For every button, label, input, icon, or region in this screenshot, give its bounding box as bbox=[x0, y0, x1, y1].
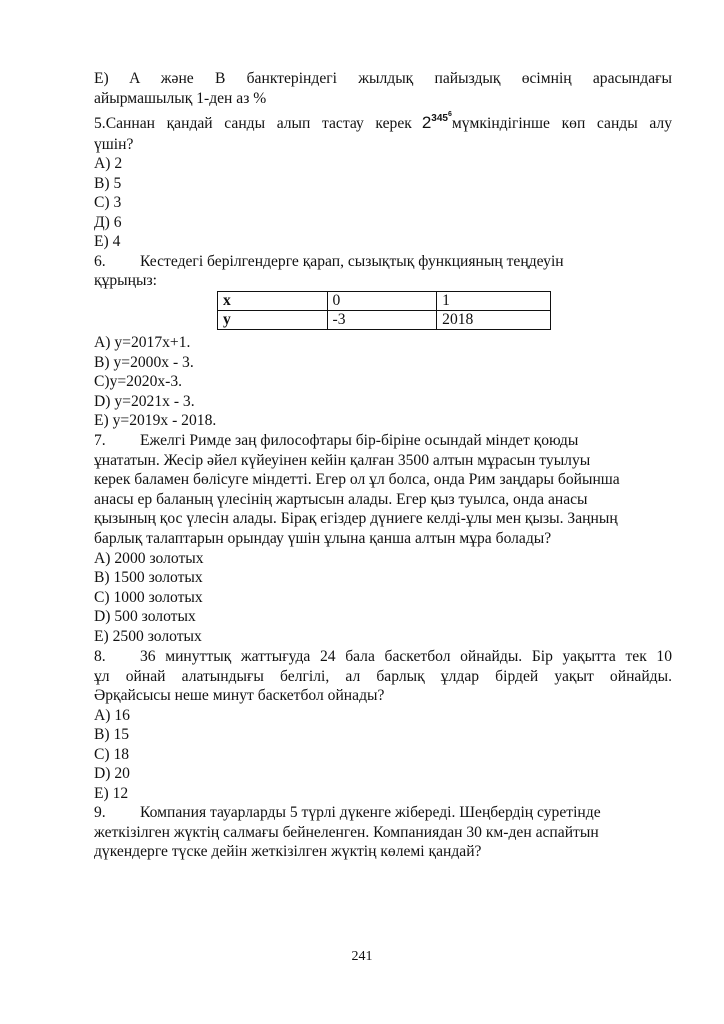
q6-option-c: C)y=2020x-3. bbox=[94, 373, 183, 390]
table-cell: -3 bbox=[327, 311, 437, 330]
page-number: 241 bbox=[351, 949, 373, 964]
q7-option-a: A) 2000 золотых bbox=[94, 550, 204, 567]
q8-text-line1: 36 минуттық жаттығуда 24 бала баскетбол ойнайды. Бір уақытта тек 10 bbox=[140, 648, 672, 665]
q5-text-before: 5.Саннан қандай санды алып тастау керек bbox=[94, 115, 412, 132]
q9-text-line1: Компания тауарларды 5 түрлі дүкенге жібереді. Шеңбердің суретінде bbox=[140, 804, 601, 821]
q7-question-line5: қызының қос үлесін алады. Бірақ егіздер дүниеге келді-ұлы мен қызы. Заңның bbox=[94, 510, 618, 527]
q9-question-line1 bbox=[94, 803, 601, 822]
q7-question-line4: анасы ер баланың үлесінің жартысын алады. Егер қыз туылса, онда анасы bbox=[94, 491, 588, 508]
q7-question-line6: барлық талаптарын орындау үшін ұлына қанша алтын мұра болады? bbox=[94, 530, 552, 547]
q5-power-base: 2 bbox=[421, 113, 432, 132]
q5-option-b: B) 5 bbox=[94, 175, 122, 192]
q7-question-line3: керек баламен бөлісуге міндетті. Егер ол ұл болса, онда Рим заңдары бойынша bbox=[94, 471, 620, 488]
q6-question-line2: құрыңыз: bbox=[94, 272, 157, 289]
q8-option-a: A) 16 bbox=[94, 707, 130, 724]
q7-text-line1: Ежелгі Римде заң философтары бір-біріне осындай міндет қоюды bbox=[140, 432, 579, 449]
q5-option-c: C) 3 bbox=[94, 194, 122, 211]
q8-option-e: E) 12 bbox=[94, 785, 129, 802]
q5-option-d: Д) 6 bbox=[94, 214, 122, 231]
q7-question-line1 bbox=[94, 431, 578, 450]
q9-question-line3: дүкендерге түске дейін жеткізілген жүктің көлемі қандай? bbox=[94, 843, 482, 860]
q8-question-line3: Әрқайсысы неше минут баскетбол ойнады? bbox=[94, 687, 385, 704]
q7-question-line2: ұнататын. Жесір әйел күйеуінен кейін қалған 3500 алтын мұрасын туылуы bbox=[94, 452, 591, 469]
q6-option-d: D) y=2021x - 3. bbox=[94, 393, 195, 410]
q5-question-line1 bbox=[94, 113, 672, 133]
q8-option-d: D) 20 bbox=[94, 765, 130, 782]
q8-number: 8. bbox=[94, 648, 106, 665]
q6-number: 6. bbox=[94, 253, 106, 270]
q7-option-b: B) 1500 золотых bbox=[94, 569, 203, 586]
q7-option-c: C) 1000 золотых bbox=[94, 589, 203, 606]
table-cell: y bbox=[218, 311, 328, 330]
q9-number: 9. bbox=[94, 804, 106, 821]
q5-option-e: E) 4 bbox=[94, 233, 121, 250]
q8-option-c: C) 18 bbox=[94, 746, 130, 763]
q8-question-line2: ұл ойнай алатындығы белгілі, ал барлық ұлдар бірдей уақыт ойнайды. bbox=[94, 668, 672, 685]
q5-text-after: мүмкіндігінше көп санды алу bbox=[451, 115, 672, 132]
q7-number: 7. bbox=[94, 432, 106, 449]
table-cell: 1 bbox=[437, 292, 551, 311]
q6-text-line1: Кестедегі берілгендерге қарап, сызықтық функцияның теңдеуін bbox=[140, 253, 564, 270]
q6-question-line1 bbox=[94, 252, 564, 271]
table-cell: x bbox=[218, 292, 328, 311]
q4-option-e-line2: айырмашылық 1-ден аз % bbox=[94, 90, 267, 107]
q6-option-e: E) y=2019x - 2018. bbox=[94, 412, 217, 429]
q5-power-exponent: 3456 bbox=[431, 111, 452, 124]
q6-option-b: B) y=2000x - 3. bbox=[94, 354, 194, 371]
q9-question-line2: жеткізілген жүктің салмағы бейнеленген. Компаниядан 30 км-ден аспайтын bbox=[94, 824, 599, 841]
q7-option-e: E) 2500 золотых bbox=[94, 628, 202, 645]
q5-option-a: A) 2 bbox=[94, 155, 123, 172]
table-row bbox=[218, 311, 551, 330]
q6-option-a: A) y=2017x+1. bbox=[94, 334, 191, 351]
q8-question-line1 bbox=[94, 647, 672, 666]
table-row bbox=[218, 292, 551, 311]
q6-xy-table bbox=[217, 291, 551, 330]
table-cell: 2018 bbox=[437, 311, 551, 330]
q8-option-b: B) 15 bbox=[94, 726, 130, 743]
table-cell: 0 bbox=[327, 292, 437, 311]
q5-question-line2: үшін? bbox=[94, 136, 134, 153]
q5-power-exponent-exponent: 6 bbox=[447, 111, 452, 118]
q7-option-d: D) 500 золотых bbox=[94, 608, 196, 625]
q4-option-e-line1: E) A және B банктеріндегі жылдық пайыздық өсімнің арасындағы bbox=[94, 70, 672, 87]
